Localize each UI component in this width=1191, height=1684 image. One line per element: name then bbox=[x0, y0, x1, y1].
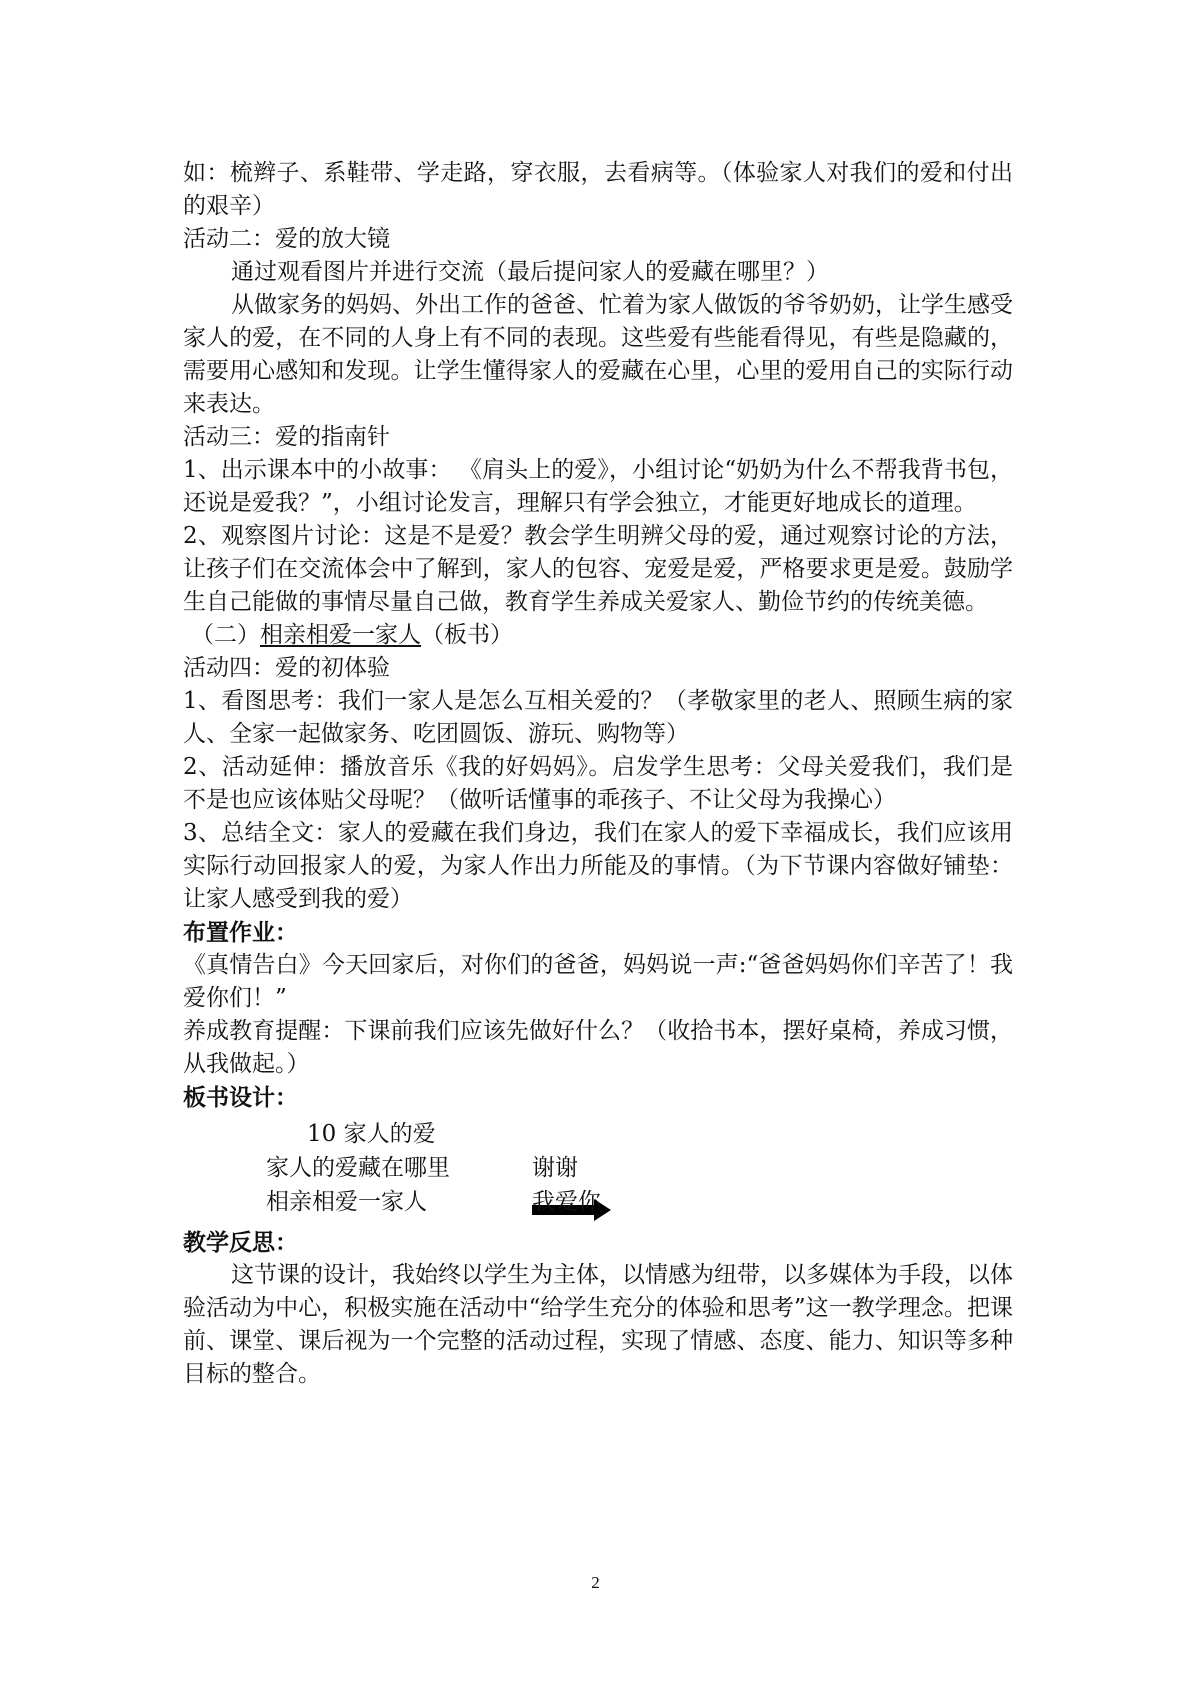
activity-three-title: 活动三：爱的指南针 bbox=[183, 424, 390, 450]
board-line-2-left: 相亲相爱一家人 bbox=[266, 1189, 427, 1215]
paragraph-activity-four-item-1: 1、看图思考：我们一家人是怎么互相关爱的？（孝敬家里的老人、照顾生病的家人、全家一起做家务、吃团圆饭、游玩、购物等） bbox=[183, 688, 1013, 747]
page-number: 2 bbox=[591, 1573, 600, 1592]
paragraph-activity-three-item-1: 1、出示课本中的小故事： 《肩头上的爱》，小组讨论“奶奶为什么不帮我背书包，还说是爱我？”，小组讨论发言，理解只有学会独立，才能更好地成长的道理。 bbox=[183, 457, 1013, 516]
board-design bbox=[183, 1114, 1013, 1226]
document-body bbox=[183, 157, 1013, 1391]
section-two-prefix: （二） bbox=[191, 622, 260, 648]
homework-heading: 布置作业： bbox=[183, 919, 298, 946]
paragraph-activity-two-body: 从做家务的妈妈、外出工作的爸爸、忙着为家人做饭的爷爷奶奶，让学生感受家人的爱，在不同的人身上有不同的表现。这些爱有些能看得见，有些是隐藏的，需要用心感知和发现。让学生懂得家人的爱藏在心里，心里的爱用自己的实际行动来表达。 bbox=[183, 292, 1013, 417]
activity-two-title: 活动二：爱的放大镜 bbox=[183, 226, 390, 252]
paragraph-activity-four-item-2: 2、活动延伸：播放音乐《我的好妈妈》。启发学生思考：父母关爱我们，我们是不是也应该体贴父母呢？（做听话懂事的乖孩子、不让父母为我操心） bbox=[183, 754, 1013, 813]
board-line-1-left: 家人的爱藏在哪里 bbox=[266, 1155, 450, 1181]
section-two-title: 相亲相爱一家人 bbox=[260, 622, 421, 648]
board-line-1-right: 谢谢 bbox=[532, 1155, 578, 1181]
paragraph-activity-four-item-3: 3、总结全文：家人的爱藏在我们身边，我们在家人的爱下幸福成长，我们应该用实际行动回报家人的爱，为家人作出力所能及的事情。（为下节课内容做好铺垫：让家人感受到我的爱） bbox=[183, 820, 1013, 912]
paragraph-activity-one-end: 如：梳辫子、系鞋带、学走路，穿衣服，去看病等。（体验家人对我们的爱和付出的艰辛） bbox=[183, 160, 1013, 219]
paragraph-activity-two-intro: 通过观看图片并进行交流（最后提问家人的爱藏在哪里？） bbox=[231, 259, 829, 285]
paragraph-homework-2: 养成教育提醒：下课前我们应该先做好什么？（收拾书本，摆好桌椅，养成习惯，从我做起。） bbox=[183, 1018, 1013, 1077]
section-two-suffix: （板书） bbox=[421, 622, 513, 648]
paragraph-activity-three-item-2: 2、观察图片讨论：这是不是爱？教会学生明辨父母的爱，通过观察讨论的方法，让孩子们在交流体会中了解到，家人的包容、宠爱是爱，严格要求更是爱。鼓励学生自己能做的事情尽量自己做，教育学生养成关爱家人、勤俭节约的传统美德。 bbox=[183, 523, 1013, 615]
board-design-heading: 板书设计： bbox=[183, 1084, 298, 1111]
board-line-2-right: 我爱你 bbox=[532, 1189, 601, 1215]
teaching-reflection-heading: 教学反思： bbox=[183, 1229, 298, 1256]
paragraph-homework-1: 《真情告白》今天回家后，对你们的爸爸，妈妈说一声:“爸爸妈妈你们辛苦了！我爱你们！” bbox=[183, 952, 1013, 1011]
paragraph-teaching-reflection: 这节课的设计，我始终以学生为主体，以情感为纽带，以多媒体为手段，以体验活动为中心，积极实施在活动中“给学生充分的体验和思考”这一教学理念。把课前、课堂、课后视为一个完整的活动过程，实现了情感、态度、能力、知识等多种目标的整合。 bbox=[183, 1262, 1013, 1387]
activity-four-title: 活动四：爱的初体验 bbox=[183, 655, 390, 681]
board-title: 10 家人的爱 bbox=[307, 1121, 436, 1147]
section-two-heading bbox=[183, 619, 1013, 652]
